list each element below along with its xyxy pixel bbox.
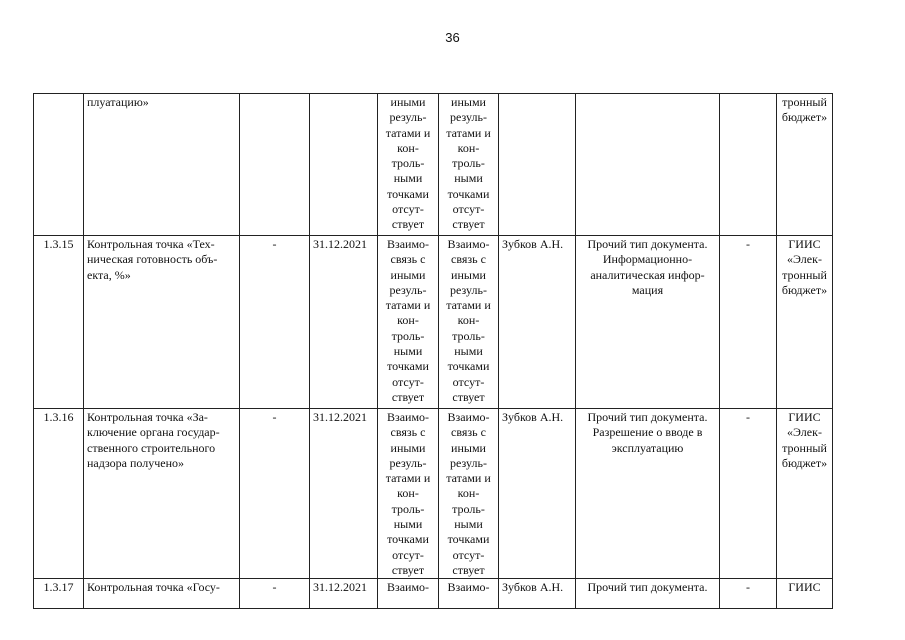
responsible-cell <box>499 94 576 236</box>
responsible-cell: Зубков А.Н. <box>499 579 576 609</box>
text-line: связь с <box>390 252 426 267</box>
text-line: троль- <box>391 156 425 171</box>
text-line: резуль- <box>450 110 487 125</box>
date-cell: 31.12.2021 <box>310 579 378 609</box>
text-line: ными <box>454 171 483 186</box>
text-line: ГИИС <box>788 237 821 251</box>
date-cell <box>310 94 378 236</box>
document-type-cell <box>576 236 720 409</box>
dash-cell: - <box>240 409 310 579</box>
text-line: связь с <box>451 252 486 267</box>
responsible-cell: Зубков А.Н. <box>499 409 576 579</box>
text-line: бюджет» <box>781 110 828 125</box>
row-number <box>34 94 84 236</box>
date-cell: 31.12.2021 <box>310 236 378 409</box>
text-line: Прочий тип документа. <box>587 580 708 595</box>
text-line: иными <box>390 95 426 109</box>
text-line: татами и <box>385 125 431 140</box>
text-line: резуль- <box>450 282 487 297</box>
information-system-cell <box>777 409 833 579</box>
control-point-name <box>84 579 240 609</box>
row-number: 1.3.16 <box>34 409 84 579</box>
row-number: 1.3.15 <box>34 236 84 409</box>
text-line: Взаимо- <box>447 410 490 424</box>
text-line: отсут- <box>392 202 424 217</box>
text-line: Взаимо- <box>386 410 430 424</box>
text-line: кон- <box>457 140 480 155</box>
information-system-cell <box>777 579 833 609</box>
text-line: тронный <box>782 95 827 109</box>
text-line: ными <box>393 344 423 359</box>
dash-cell: - <box>720 236 777 409</box>
text-line: точками <box>447 359 490 374</box>
text-line: Контрольная точка «Тех- <box>87 237 215 251</box>
text-line: аналитическая инфор- <box>590 267 705 282</box>
text-line: троль- <box>452 156 485 171</box>
text-line: ными <box>454 517 483 532</box>
date-cell: 31.12.2021 <box>310 409 378 579</box>
text-line: резуль- <box>389 110 427 125</box>
text-line: ключение органа государ- <box>87 425 220 440</box>
text-line: троль- <box>391 501 425 516</box>
empty-cell <box>240 94 310 236</box>
text-line: резуль- <box>450 455 487 470</box>
text-line: «Элек- <box>787 252 822 267</box>
text-line: ническая готовность объ- <box>87 252 218 267</box>
text-line: ными <box>393 171 423 186</box>
text-line: иными <box>451 440 486 455</box>
text-line: екта, %» <box>87 267 131 282</box>
text-line: ствует <box>391 389 425 404</box>
dash-cell: - <box>720 409 777 579</box>
dash-cell: - <box>240 236 310 409</box>
relation-cell <box>439 236 499 409</box>
text-line: надзора получено» <box>87 455 185 470</box>
document-type-cell <box>576 409 720 579</box>
control-point-name <box>84 94 240 236</box>
text-line: троль- <box>452 501 485 516</box>
text-line: бюджет» <box>781 282 828 297</box>
text-line: связь с <box>451 425 486 440</box>
relation-cell <box>439 409 499 579</box>
text-line: кон- <box>397 313 419 328</box>
text-line: иными <box>451 267 486 282</box>
text-line: иными <box>390 267 426 282</box>
table-row <box>34 579 833 609</box>
document-type-cell <box>576 579 720 609</box>
text-line: Прочий тип документа. <box>587 237 708 251</box>
text-line: ными <box>454 344 483 359</box>
text-line: тронный <box>782 267 827 282</box>
text-line: иными <box>390 440 426 455</box>
table-row <box>34 409 833 579</box>
text-line: точками <box>447 186 490 201</box>
text-line: Контрольная точка «За- <box>87 410 208 424</box>
text-line: отсут- <box>452 374 485 389</box>
text-line: троль- <box>391 328 425 343</box>
responsible-cell: Зубков А.Н. <box>499 236 576 409</box>
text-line: Взаимо- <box>447 237 490 251</box>
text-line: Информационно- <box>602 252 693 267</box>
text-line: татами и <box>385 298 431 313</box>
text-line: отсут- <box>392 374 424 389</box>
relation-cell <box>439 579 499 609</box>
text-line: отсут- <box>392 547 424 562</box>
text-line: кон- <box>457 486 480 501</box>
text-line: ГИИС <box>788 580 821 595</box>
relation-cell <box>378 579 439 609</box>
text-line: бюджет» <box>781 455 828 470</box>
text-line: резуль- <box>389 282 427 297</box>
text-line: отсут- <box>452 202 485 217</box>
text-line: точками <box>447 532 490 547</box>
text-line: ГИИС <box>788 410 821 424</box>
text-line: Взаимо- <box>386 237 430 251</box>
text-line: татами и <box>385 471 431 486</box>
text-line: кон- <box>397 140 419 155</box>
text-line: троль- <box>452 328 485 343</box>
text-line: «Элек- <box>787 425 822 440</box>
text-line: татами и <box>446 471 491 486</box>
dash-cell: - <box>720 579 777 609</box>
document-type-cell <box>576 94 720 236</box>
information-system-cell <box>777 94 833 236</box>
empty-cell <box>720 94 777 236</box>
information-system-cell <box>777 236 833 409</box>
text-line: точками <box>387 359 429 374</box>
text-line: ственного строительного <box>87 440 216 455</box>
text-line: Взаимо- <box>386 580 430 595</box>
relation-cell <box>439 94 499 236</box>
relation-cell <box>378 409 439 579</box>
table-row <box>34 236 833 409</box>
text-line: ствует <box>452 389 485 404</box>
text-line: Контрольная точка «Госу- <box>87 580 220 595</box>
text-line: ствует <box>452 562 485 577</box>
text-line: татами и <box>446 125 491 140</box>
text-line: Взаимо- <box>447 580 490 595</box>
text-line: связь с <box>390 425 426 440</box>
text-line: ствует <box>391 562 425 577</box>
text-line: плуатацию» <box>87 95 149 109</box>
text-line: резуль- <box>389 455 427 470</box>
table-row <box>34 94 833 236</box>
dash-cell: - <box>240 579 310 609</box>
text-line: отсут- <box>452 547 485 562</box>
text-line: ствует <box>452 217 485 232</box>
text-line: точками <box>387 532 429 547</box>
control-points-table <box>33 93 833 609</box>
row-number: 1.3.17 <box>34 579 84 609</box>
text-line: ствует <box>391 217 425 232</box>
text-line: кон- <box>457 313 480 328</box>
text-line: тронный <box>782 440 827 455</box>
control-point-name <box>84 409 240 579</box>
text-line: эксплуатацию <box>611 440 684 455</box>
page-number: 36 <box>445 30 460 45</box>
text-line: татами и <box>446 298 491 313</box>
control-point-name <box>84 236 240 409</box>
text-line: точками <box>387 186 429 201</box>
relation-cell <box>378 94 439 236</box>
text-line: Разрешение о вводе в <box>592 425 703 440</box>
text-line: мация <box>631 282 664 297</box>
text-line: Прочий тип документа. <box>587 410 708 424</box>
text-line: ными <box>393 517 423 532</box>
relation-cell <box>378 236 439 409</box>
text-line: иными <box>451 95 486 109</box>
text-line: кон- <box>397 486 419 501</box>
